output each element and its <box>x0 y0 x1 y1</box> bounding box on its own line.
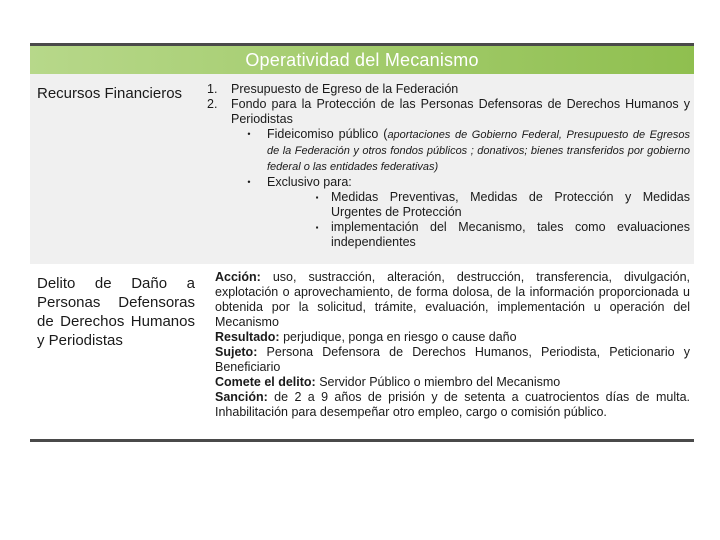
accion-text: uso, sustracción, alteración, destrucción, transferencia, divulgación, explotación o aprovechamiento, de forma dolosa, de la información proporcionada u obtenida por la solicitud, trámite, evaluación, implementación u operación del Mecanismo <box>215 270 690 329</box>
header-title: Operatividad del Mecanismo <box>245 49 479 70</box>
comete-label: Comete el delito: <box>215 375 316 389</box>
item-text: Presupuesto de Egreso de la Federación <box>231 82 459 96</box>
row2-content <box>195 264 694 439</box>
operatividad-table <box>30 43 694 442</box>
accion-line <box>215 270 690 330</box>
row-recursos-financieros <box>30 74 694 264</box>
table-header <box>30 46 694 74</box>
sujeto-line <box>215 345 690 375</box>
sancion-line <box>215 390 690 420</box>
fideicomiso-detail: aportaciones de Gobierno Federal, Presupuesto de Egresos de la Federación y otros fondos públicos ; donativos; bienes transferidos por gobierno federal o las entidades federativas) <box>267 129 690 173</box>
sub-sub-text: implementación del Mecanismo, tales como evaluaciones independientes <box>331 220 690 249</box>
comete-line <box>215 375 690 390</box>
row-delito <box>30 264 694 442</box>
sujeto-label: Sujeto: <box>215 345 258 359</box>
sub-sub-item <box>303 220 690 250</box>
row1-label: Recursos Financieros <box>37 85 183 102</box>
sub-item-text <box>267 127 690 175</box>
exclusivo-text: Exclusivo para: <box>267 175 352 189</box>
sancion-label: Sanción: <box>215 390 268 404</box>
comete-text: Servidor Público o miembro del Mecanismo <box>315 375 561 389</box>
sub-sub-text: Medidas Preventivas, Medidas de Protección y Medidas Urgentes de Protección <box>331 190 690 219</box>
list-item <box>207 82 690 97</box>
resultado-line <box>215 330 690 345</box>
sub-item-exclusivo <box>231 175 690 190</box>
item-number: 2. <box>207 97 218 111</box>
item-text: Fondo para la Protección de las Personas Defensoras de Derechos Humanos y Periodistas <box>231 97 690 126</box>
sub-item-fideicomiso <box>231 127 690 175</box>
sujeto-text: Persona Defensora de Derechos Humanos, Periodista, Peticionario y Beneficiario <box>215 345 690 374</box>
accion-label: Acción: <box>215 270 261 284</box>
square-bullet-icon: ▪ <box>315 223 319 232</box>
fideicomiso-text: Fideicomiso público ( <box>267 127 388 141</box>
list-item <box>207 97 690 127</box>
row1-content <box>195 74 694 264</box>
item-number: 1. <box>207 82 218 96</box>
resultado-text: perjudique, ponga en riesgo o cause daño <box>279 330 517 344</box>
bullet-icon: • <box>247 177 251 187</box>
sub-sub-item <box>303 190 690 220</box>
bullet-icon: • <box>247 129 251 139</box>
row2-label: Delito de Daño a Personas Defensoras de Derechos Humanos y Periodistas <box>37 275 195 349</box>
square-bullet-icon: ▪ <box>315 193 319 202</box>
sancion-text: de 2 a 9 años de prisión y de setenta a cuatrocientos días de multa. Inhabilitación para desempeñar otro empleo, cargo o comisión público. <box>215 390 690 419</box>
resultado-label: Resultado: <box>215 330 280 344</box>
